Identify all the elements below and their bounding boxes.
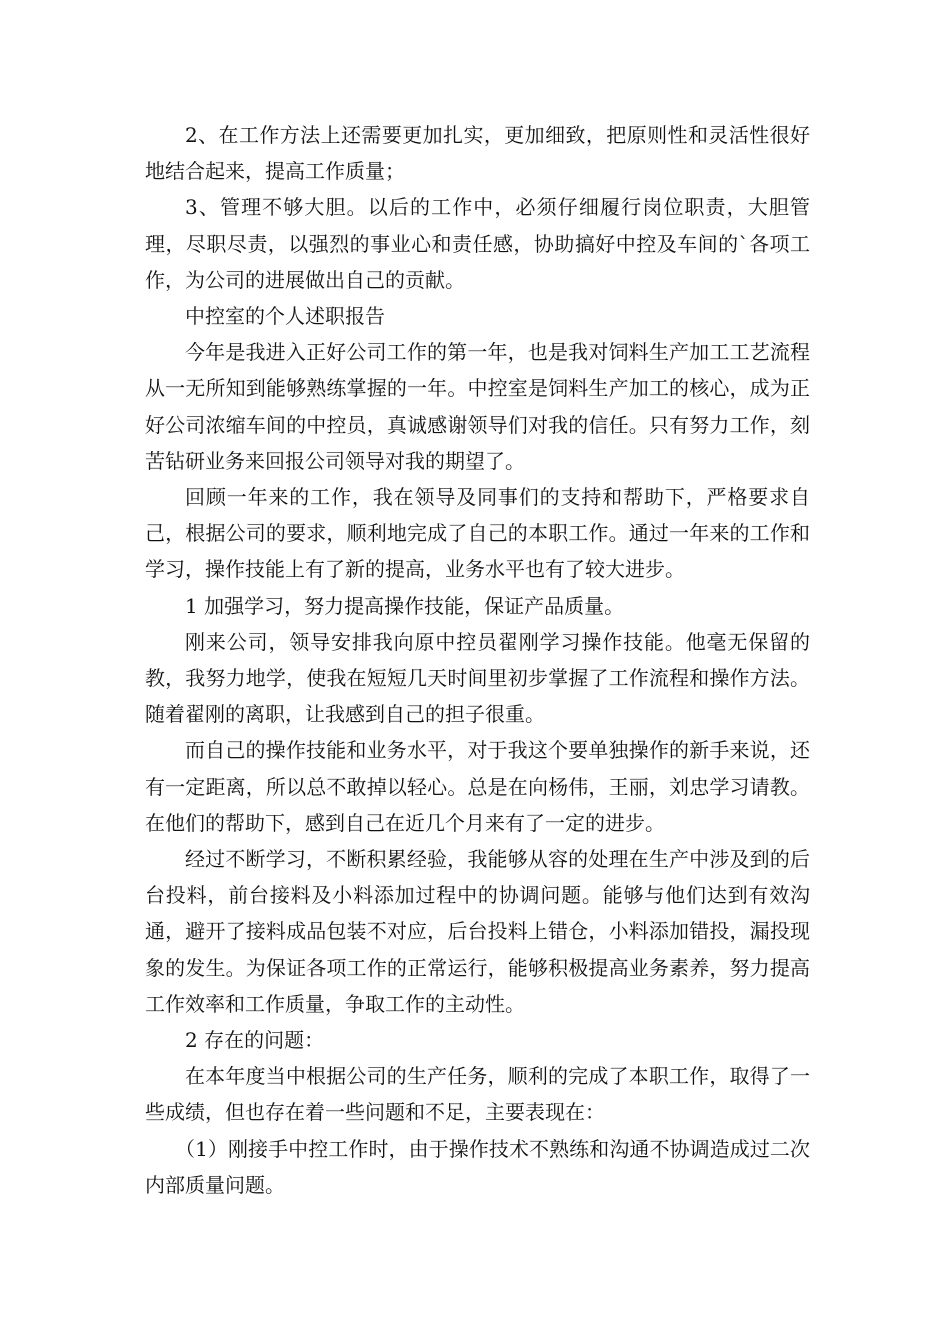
paragraph-learning-from-predecessor: 刚来公司，领导安排我向原中控员翟刚学习操作技能。他毫无保留的教，我努力地学，使我在短短几天时间里初步掌握了工作流程和操作方法。随着翟刚的离职，让我感到自己的担子很重。 <box>145 629 810 727</box>
paragraph-method-improvement: 2、在工作方法上还需要更加扎实，更加细致，把原则性和灵活性很好地结合起来，提高工作质量； <box>145 123 810 184</box>
report-title: 中控室的个人述职报告 <box>185 304 385 329</box>
paragraph-first-year: 今年是我进入正好公司工作的第一年，也是我对饲料生产加工工艺流程从一无所知到能够熟练掌握的一年。中控室是饲料生产加工的核心，成为正好公司浓缩车间的中控员，真诚感谢领导们对我的信任。只有努力工作，刻苦钻研业务来回报公司领导对我的期望了。 <box>145 340 810 473</box>
section-heading-problems: 2 存在的问题： <box>185 1028 325 1053</box>
paragraph-skill-gap: 而自己的操作技能和业务水平，对于我这个要单独操作的新手来说，还有一定距离，所以总不敢掉以轻心。总是在向杨伟，王丽，刘忠学习请教。在他们的帮助下，感到自己在近几个月来有了一定的进步。 <box>145 738 810 835</box>
document-body <box>145 117 810 1203</box>
paragraph-review: 回顾一年来的工作，我在领导及同事们的支持和帮助下，严格要求自己，根据公司的要求，顺利地完成了自己的本职工作。通过一年来的工作和学习，操作技能上有了新的提高，业务水平也有了较大进步。 <box>145 485 810 582</box>
list-item-problem-1: （1）刚接手中控工作时，由于操作技术不熟练和沟通不协调造成过二次内部质量问题。 <box>145 1136 810 1197</box>
section-heading-study: 1 加强学习，努力提高操作技能，保证产品质量。 <box>185 593 625 618</box>
paragraph-experience: 经过不断学习，不断积累经验，我能够从容的处理在生产中涉及到的后台投料，前台接料及小料添加过程中的协调问题。能够与他们达到有效沟通，避开了接料成品包装不对应，后台投料上错仓，小料添加错投，漏投现象的发生。为保证各项工作的正常运行，能够积极提高业务素养，努力提高工作效率和工作质量，争取工作的主动性。 <box>145 847 810 1016</box>
paragraph-problems-intro: 在本年度当中根据公司的生产任务，顺利的完成了本职工作，取得了一些成绩，但也存在着一些问题和不足，主要表现在： <box>145 1064 810 1125</box>
paragraph-management-boldness: 3、管理不够大胆。以后的工作中，必须仔细履行岗位职责，大胆管理，尽职尽责，以强烈的事业心和责任感，协助搞好中控及车间的`各项工作，为公司的进展做出自己的贡献。 <box>145 195 810 292</box>
